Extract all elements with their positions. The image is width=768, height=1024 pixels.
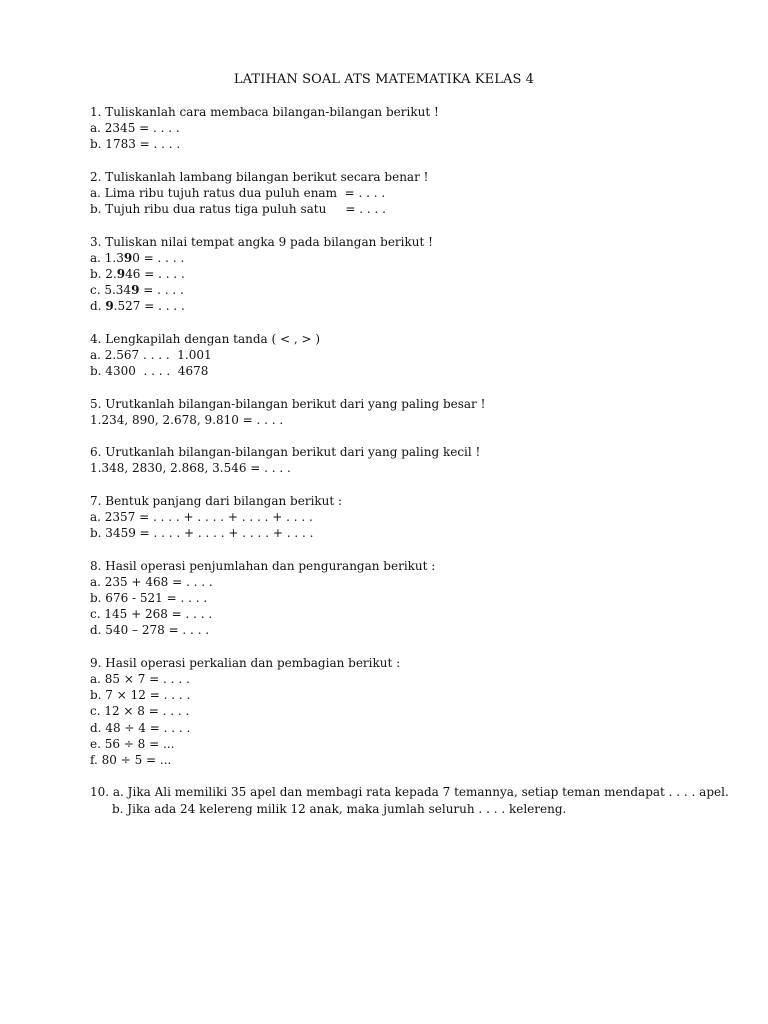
bold-digit: 9 xyxy=(116,267,126,281)
question-10 xyxy=(90,784,740,816)
item-suffix: = . . . . xyxy=(139,283,184,298)
question-3-item-a xyxy=(90,250,740,266)
question-1 xyxy=(90,104,740,153)
question-10-item-b: b. Jika ada 24 kelereng milik 12 anak, maka jumlah seluruh . . . . kelereng. xyxy=(112,801,567,816)
question-7-item-a: a. 2357 = . . . . + . . . . + . . . . + . . . . xyxy=(90,509,313,524)
question-4-stem: 4. Lengkapilah dengan tanda ( < , > ) xyxy=(90,331,321,346)
question-3-item-c xyxy=(90,282,740,298)
question-10-stem: 10. a. Jika Ali memiliki 35 apel dan membagi rata kepada 7 temannya, setiap teman mendapat . . . . apel. xyxy=(90,785,729,800)
item-suffix: .527 = . . . . xyxy=(113,299,185,314)
question-9-item-c: c. 12 × 8 = . . . . xyxy=(90,704,190,719)
question-1-item-b: b. 1783 = . . . . xyxy=(90,137,181,152)
question-3-item-d xyxy=(90,298,740,314)
question-9 xyxy=(90,655,740,768)
question-8-stem: 8. Hasil operasi penjumlahan dan pengurangan berikut : xyxy=(90,558,436,573)
question-8 xyxy=(90,558,740,639)
question-7-item-b: b. 3459 = . . . . + . . . . + . . . . + . . . . xyxy=(90,526,314,541)
question-6-stem: 6. Urutkanlah bilangan-bilangan berikut dari yang paling kecil ! xyxy=(90,445,481,460)
question-2-item-a: a. Lima ribu tujuh ratus dua puluh enam = . . . . xyxy=(90,186,386,200)
bold-digit: 9 xyxy=(123,250,133,265)
question-5-stem: 5. Urutkanlah bilangan-bilangan berikut dari yang paling besar ! xyxy=(90,396,486,411)
bold-digit: 9 xyxy=(131,283,140,298)
question-5 xyxy=(90,396,740,428)
question-9-item-d: d. 48 ÷ 4 = . . . . xyxy=(90,720,191,735)
item-prefix: a. 1.3 xyxy=(90,250,124,265)
question-7-stem: 7. Bentuk panjang dari bilangan berikut : xyxy=(90,493,343,508)
bold-digit: 9 xyxy=(105,299,114,314)
question-6 xyxy=(90,444,740,476)
question-4 xyxy=(90,331,740,380)
question-7 xyxy=(90,493,740,542)
question-2 xyxy=(90,169,740,218)
question-list xyxy=(90,104,740,833)
document-title: LATIHAN SOAL ATS MATEMATIKA KELAS 4 xyxy=(233,72,535,87)
question-8-item-a: a. 235 + 468 = . . . . xyxy=(90,574,213,589)
question-1-item-a: a. 2345 = . . . . xyxy=(90,121,180,136)
question-6-item: 1.348, 2830, 2.868, 3.546 = . . . . xyxy=(90,461,291,476)
item-prefix: b. 2. xyxy=(90,267,117,281)
question-3-stem: 3. Tuliskan nilai tempat angka 9 pada bilangan berikut ! xyxy=(90,234,433,249)
item-prefix: c. 5.34 xyxy=(90,283,132,298)
question-8-item-b: b. 676 - 521 = . . . . xyxy=(90,590,208,605)
question-8-item-c: c. 145 + 268 = . . . . xyxy=(90,607,213,622)
question-4-item-a: a. 2.567 . . . . 1.001 xyxy=(90,348,212,362)
question-5-item: 1.234, 890, 2.678, 9.810 = . . . . xyxy=(90,412,284,427)
question-9-item-b: b. 7 × 12 = . . . . xyxy=(90,688,191,703)
item-suffix: 0 = . . . . xyxy=(132,250,185,265)
question-9-item-f: f. 80 ÷ 5 = ... xyxy=(90,753,172,767)
question-9-item-a: a. 85 × 7 = . . . . xyxy=(90,671,190,686)
question-1-stem: 1. Tuliskanlah cara membaca bilangan-bilangan berikut ! xyxy=(90,105,439,119)
question-9-item-e: e. 56 ÷ 8 = ... xyxy=(90,736,175,751)
question-9-stem: 9. Hasil operasi perkalian dan pembagian berikut : xyxy=(90,655,401,670)
question-3 xyxy=(90,234,740,315)
question-3-item-b xyxy=(90,266,740,282)
item-prefix: d. xyxy=(90,299,106,314)
question-8-item-d: d. 540 – 278 = . . . . xyxy=(90,623,210,638)
item-suffix: 46 = . . . . xyxy=(125,267,185,281)
question-2-item-b: b. Tujuh ribu dua ratus tiga puluh satu = . . . . xyxy=(90,202,386,217)
question-4-item-b: b. 4300 . . . . 4678 xyxy=(90,364,209,379)
question-2-stem: 2. Tuliskanlah lambang bilangan berikut secara benar ! xyxy=(90,169,429,184)
